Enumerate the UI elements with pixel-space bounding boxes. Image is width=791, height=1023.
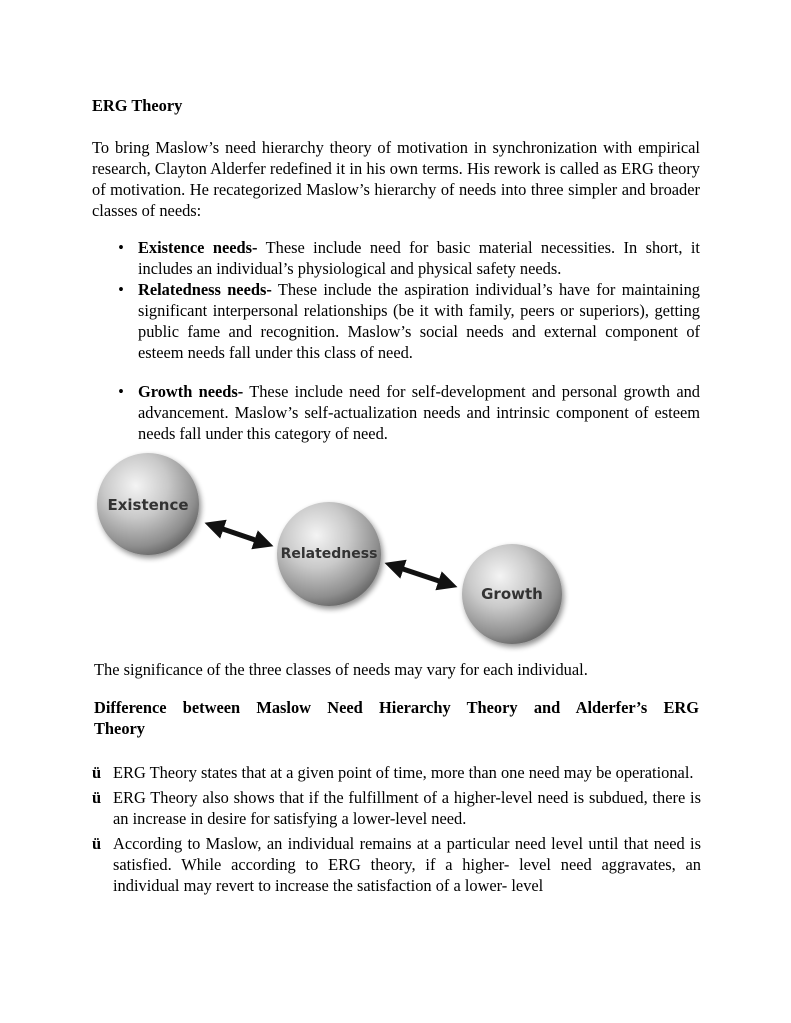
need-description: These include the aspiration individual’s have for maintaining significant interpersonal relationships (be it with family, peers or superiors), getting public fame and recognition. Maslow’s social needs and external component of esteem needs fall under this class of need. [138,280,700,362]
difference-text: ERG Theory states that at a given point of time, more than one need may be operational. [113,763,694,782]
bullet-marker: • [118,280,124,299]
difference-heading-line1: Difference between Maslow Need Hierarchy Theory and Alderfer’s ERG [94,698,699,717]
list-item [92,833,701,896]
page-title: ERG Theory [92,96,183,115]
list-item [92,762,701,783]
existence-circle [97,453,199,555]
list-item [92,787,701,829]
double-arrow-icon [214,526,264,543]
growth-circle [462,544,562,644]
double-arrow-icon [394,566,448,584]
need-description: These include need for self-development and personal growth and advancement. Maslow’s self-actualization needs and intrinsic component of esteem needs fall under this category of need. [138,382,700,443]
intro-paragraph: To bring Maslow’s need hierarchy theory of motivation in synchronization with empirical research, Clayton Alderfer redefined it in his own terms. His rework is called as ERG theory of motivation. He recategorized Maslow’s hierarchy of needs into three simpler and broader classes of needs: [92,138,700,220]
checkmark-icon: ü [92,788,102,807]
difference-heading [94,697,699,739]
checkmark-icon: ü [92,763,102,782]
existence-label: Existence [107,496,189,514]
erg-diagram [92,446,582,658]
difference-heading-line2: Theory [94,719,145,738]
difference-text: According to Maslow, an individual remains at a particular need level until that need is satisfied. While according to ERG theory, if a higher- level need aggravates, an individual may revert to increase the satisfaction of a lower- level [113,834,701,895]
relatedness-label: Relatedness [280,546,378,562]
significance-text: The significance of the three classes of needs may vary for each individual. [94,660,588,679]
list-item-relatedness [92,279,700,363]
differences-list [92,762,701,900]
need-term: Growth needs- [138,382,244,401]
growth-label: Growth [481,585,543,603]
needs-list [92,237,700,363]
bullet-marker: • [118,382,124,401]
difference-text: ERG Theory also shows that if the fulfillment of a higher-level need is subdued, there is an increase in desire for satisfying a lower-level need. [113,788,701,828]
need-description: These include need for basic material necessities. In short, it includes an individual’s physiological and physical safety needs. [138,238,700,278]
need-term: Existence needs- [138,238,258,257]
list-item-growth [92,381,700,444]
list-item-existence [92,237,700,279]
need-term: Relatedness needs- [138,280,272,299]
relatedness-circle [277,502,381,606]
checkmark-icon: ü [92,834,102,853]
needs-list-continued [92,381,700,444]
bullet-marker: • [118,238,124,257]
